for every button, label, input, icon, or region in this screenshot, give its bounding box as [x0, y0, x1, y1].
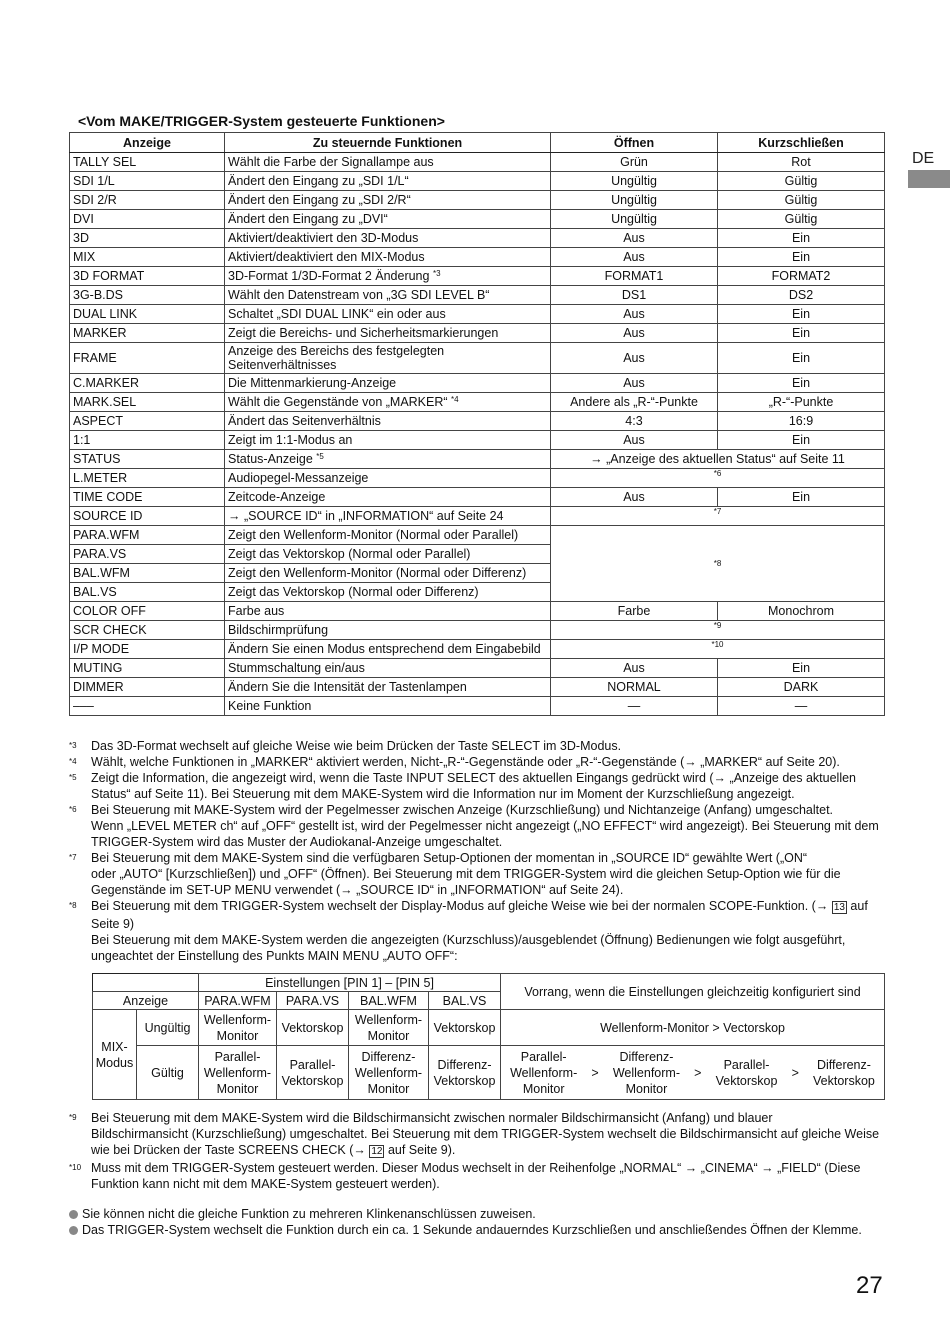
- cell-anzeige: DIMMER: [70, 678, 225, 697]
- col-bal-wfm: BAL.WFM: [349, 992, 429, 1010]
- cell-anzeige: SCR CHECK: [70, 621, 225, 640]
- language-label: DE: [912, 150, 935, 167]
- footnote-mark: *6: [69, 805, 77, 814]
- footnote-mark: *5: [69, 773, 77, 782]
- footnote-line: ungeachtet der Einstellung des Punkts MAIN MENU „AUTO OFF“:: [91, 949, 458, 963]
- priority-arrow: [694, 1065, 701, 1081]
- cell-anzeige: C.MARKER: [70, 374, 225, 393]
- funktion-text: Aktiviert/deaktiviert den MIX-Modus: [228, 250, 425, 264]
- table-row: [70, 324, 885, 343]
- cell-kurzschliessen: Ein: [718, 229, 885, 248]
- cell-merged: *9: [551, 621, 885, 640]
- funktion-text: 3D-Format 1/3D-Format 2 Änderung: [228, 269, 430, 283]
- cell-oeffnen: —: [551, 697, 718, 716]
- table-row: [70, 469, 885, 488]
- funktion-text: Wählt den Datenstream von „3G SDI LEVEL B“: [228, 288, 490, 302]
- cell-oeffnen: NORMAL: [551, 678, 718, 697]
- cell-funktion: [225, 343, 551, 374]
- cell-anzeige: TIME CODE: [70, 488, 225, 507]
- cell-line: Monitor: [216, 1028, 259, 1043]
- table-row: [70, 374, 885, 393]
- footnote-5: [69, 770, 889, 802]
- ungueltig-label: Ungültig: [137, 1010, 199, 1046]
- footnote-mark: *4: [69, 757, 77, 766]
- bullet-item: [69, 1222, 899, 1238]
- cell-funktion: [225, 450, 551, 469]
- cell-anzeige: 1:1: [70, 431, 225, 450]
- cell-line: >: [791, 1065, 799, 1080]
- footnote-ref: *3: [432, 269, 441, 278]
- cell-line: Differenz-: [361, 1049, 416, 1064]
- table-row: [70, 488, 885, 507]
- cell-funktion: [225, 621, 551, 640]
- col-bal-vs: BAL.VS: [429, 992, 501, 1010]
- funktion-text: Zeigt im 1:1-Modus an: [228, 433, 353, 447]
- cell-anzeige: DUAL LINK: [70, 305, 225, 324]
- funktion-text: Ändert den Eingang zu „DVI“: [228, 212, 388, 226]
- table-row: [70, 248, 885, 267]
- footnote-text: [91, 802, 889, 850]
- header-anzeige: Anzeige: [70, 133, 225, 153]
- cell-line: Wellenform-: [612, 1065, 680, 1080]
- cell-anzeige: DVI: [70, 210, 225, 229]
- cell-kurzschliessen: DARK: [718, 678, 885, 697]
- funktion-text: Audiopegel-Messanzeige: [228, 471, 369, 485]
- cell-oeffnen: Aus: [551, 488, 718, 507]
- bullet-list: [69, 1206, 899, 1238]
- cell-oeffnen: Ungültig: [551, 210, 718, 229]
- col-para-wfm: PARA.WFM: [199, 992, 277, 1010]
- table-row: [70, 191, 885, 210]
- cell-funktion: [225, 545, 551, 564]
- cell-anzeige: SOURCE ID: [70, 507, 225, 526]
- page-number: 27: [856, 1272, 883, 1299]
- function-table: [69, 132, 885, 716]
- footnote-text: Das 3D-Format wechselt auf gleiche Weise wie beim Drücken der Taste SELECT im 3D-Modus.: [91, 739, 622, 753]
- footnote-line: Status“ auf Seite 11). Bei Steuerung mit dem MAKE-System wird die Information nur im Moment der Kurzschließung angezeigt.: [91, 787, 795, 801]
- cell-line: Vektorskop: [433, 1073, 496, 1088]
- table-row: [70, 393, 885, 412]
- funktion-text: Ändern Sie einen Modus entsprechend dem Eingabebild: [228, 642, 541, 656]
- footnote-line: Muss mit dem TRIGGER-System gesteuert werden. Dieser Modus wechselt in der Reihenfolge „NORMAL“ → „CINEMA“ → „FIELD“ (Diese: [91, 1161, 861, 1175]
- cell-kurzschliessen: Gültig: [718, 191, 885, 210]
- footnote-line: Seite 9): [91, 917, 135, 931]
- cell-line: Wellenform-: [354, 1065, 423, 1080]
- cell-kurzschliessen: Ein: [718, 343, 885, 374]
- anzeige-header: Anzeige: [93, 992, 199, 1010]
- priority-item: [813, 1057, 875, 1089]
- footnote-line: TRIGGER-System wird das Muster der Audiokanal-Anzeige umgeschaltet.: [91, 835, 503, 849]
- cell-funktion: [225, 678, 551, 697]
- priority-header: Vorrang, wenn die Einstellungen gleichzeitig konfiguriert sind: [501, 974, 885, 1010]
- bullet-text: Das TRIGGER-System wechselt die Funktion durch ein ca. 1 Sekunde andauerndes Kurzschließen und anschließendes Öffnen der Klemme.: [82, 1223, 862, 1237]
- cell-r1-c3: [349, 1010, 429, 1046]
- footnote-line: Gegenstände im SET-UP MENU verwendet (→ „SOURCE ID“ in „INFORMATION“ auf Seite 24).: [91, 883, 624, 897]
- cell-oeffnen: Aus: [551, 324, 718, 343]
- bullet-item: [69, 1206, 899, 1222]
- gueltig-label: Gültig: [137, 1046, 199, 1100]
- cell-funktion: [225, 191, 551, 210]
- funktion-text: Ändert den Eingang zu „SDI 2/R“: [228, 193, 411, 207]
- cell-anzeige: 3G-B.DS: [70, 286, 225, 305]
- cell-line: Vektorskop: [813, 1073, 875, 1088]
- funktion-text: Ändern Sie die Intensität der Tastenlampen: [228, 680, 467, 694]
- footnote-ref: *5: [316, 452, 324, 461]
- cell-anzeige: COLOR OFF: [70, 602, 225, 621]
- cell-funktion: [225, 248, 551, 267]
- priority-item: [613, 1049, 680, 1097]
- mix-mode-label: [93, 1010, 137, 1100]
- footnote-mark: *8: [69, 901, 77, 910]
- table-row: [70, 343, 885, 374]
- footnote-8: [69, 898, 889, 964]
- cell-line: Vektorskop: [433, 1020, 496, 1035]
- cell-line: Monitor: [625, 1081, 668, 1096]
- footnote-mark: *7: [69, 853, 77, 862]
- funktion-text: Schaltet „SDI DUAL LINK“ ein oder aus: [228, 307, 446, 321]
- funktion-text: Stummschaltung ein/aus: [228, 661, 365, 675]
- cell-oeffnen: Andere als „R-“-Punkte: [551, 393, 718, 412]
- cell-funktion: [225, 305, 551, 324]
- cell-funktion: [225, 469, 551, 488]
- footnote-line: wie bei Drücken der Taste SCREENS CHECK (→: [91, 1143, 370, 1157]
- footnote-7: [69, 850, 889, 898]
- cell-merged: *6: [551, 469, 885, 488]
- bullet-text: Sie können nicht die gleiche Funktion zu mehreren Klinkenanschlüssen zuweisen.: [82, 1207, 536, 1221]
- cell-anzeige: TALLY SEL: [70, 153, 225, 172]
- footnote-text: [91, 850, 889, 898]
- funktion-text: Ändert das Seitenverhältnis: [228, 414, 381, 428]
- table-row: [70, 659, 885, 678]
- cell-line: Parallel-: [214, 1049, 261, 1064]
- cell-funktion: [225, 374, 551, 393]
- cell-oeffnen: Grün: [551, 153, 718, 172]
- funktion-line: Anzeige des Bereichs des festgelegten: [228, 344, 445, 358]
- cell-line: Vektorskop: [281, 1073, 344, 1088]
- table-row: [70, 286, 885, 305]
- cell-line: Wellenform-: [510, 1065, 578, 1080]
- cell-line: Monitor: [522, 1081, 565, 1096]
- table-row: [70, 678, 885, 697]
- cell-line: Vektorskop: [281, 1020, 344, 1035]
- cell-anzeige: L.METER: [70, 469, 225, 488]
- cell-line: Parallel-: [289, 1057, 336, 1072]
- cell-funktion: [225, 412, 551, 431]
- col-para-vs: PARA.VS: [277, 992, 349, 1010]
- header-funktion: Zu steuernde Funktionen: [225, 133, 551, 153]
- footnote-text: [91, 1160, 889, 1192]
- cell-kurzschliessen: 16:9: [718, 412, 885, 431]
- table-row: [70, 450, 885, 469]
- table-row: [70, 621, 885, 640]
- cell-funktion: [225, 507, 551, 526]
- cell-kurzschliessen: Gültig: [718, 172, 885, 191]
- bullet-dot-icon: [69, 1226, 78, 1235]
- cell-funktion: [225, 229, 551, 248]
- cell-anzeige: MUTING: [70, 659, 225, 678]
- header-kurzschliessen: Kurzschließen: [718, 133, 885, 153]
- cell-kurzschliessen: Ein: [718, 488, 885, 507]
- cell-oeffnen: Aus: [551, 659, 718, 678]
- cell-oeffnen: Aus: [551, 305, 718, 324]
- footnote-text: [91, 898, 889, 964]
- cell-kurzschliessen: Gültig: [718, 210, 885, 229]
- header-oeffnen: Öffnen: [551, 133, 718, 153]
- cell-line: Monitor: [216, 1081, 259, 1096]
- priority-table: [92, 973, 885, 1100]
- priority-arrow: [591, 1065, 598, 1081]
- cell-line: Vektorskop: [715, 1073, 778, 1088]
- cell-anzeige: SDI 2/R: [70, 191, 225, 210]
- cell-kurzschliessen: „R-“-Punkte: [718, 393, 885, 412]
- cell-line: Parallel-: [723, 1057, 770, 1072]
- table-row: [70, 172, 885, 191]
- cell-oeffnen: 4:3: [551, 412, 718, 431]
- cell-line: Monitor: [367, 1028, 410, 1043]
- cell-anzeige: STATUS: [70, 450, 225, 469]
- cell-funktion: [225, 564, 551, 583]
- cell-line: >: [694, 1065, 702, 1080]
- cell-kurzschliessen: FORMAT2: [718, 267, 885, 286]
- footnotes-bottom: [69, 1110, 889, 1192]
- language-bar: [908, 170, 950, 188]
- footnote-line: Funktion kann nicht mit dem MAKE-System gesteuert werden).: [91, 1177, 440, 1191]
- cell-anzeige: PARA.WFM: [70, 526, 225, 545]
- cell-funktion: [225, 210, 551, 229]
- cell-line: Differenz-: [619, 1049, 674, 1064]
- cell-anzeige: FRAME: [70, 343, 225, 374]
- priority-item: [510, 1049, 577, 1097]
- footnote-line: auf Seite 9).: [384, 1143, 456, 1157]
- cell-funktion: [225, 602, 551, 621]
- row1-priority: Wellenform-Monitor > Vectorskop: [501, 1010, 885, 1046]
- table-row: [70, 210, 885, 229]
- settings-header: Einstellungen [PIN 1] – [PIN 5]: [199, 974, 501, 992]
- funktion-text: Die Mittenmarkierung-Anzeige: [228, 376, 397, 390]
- cell-anzeige: 3D FORMAT: [70, 267, 225, 286]
- funktion-text: Wählt die Farbe der Signallampe aus: [228, 155, 434, 169]
- cell-kurzschliessen: Monochrom: [718, 602, 885, 621]
- function-table-header: [70, 133, 885, 153]
- footnote-line: Bei Steuerung mit dem MAKE-System werden die angezeigten (Kurzschluss)/ausgeblendet (Öffnung) Bedienungen wie folgt ausgeführt,: [91, 933, 846, 947]
- cell-oeffnen: Ungültig: [551, 191, 718, 210]
- funktion-text: Farbe aus: [228, 604, 285, 618]
- cell-merged: → „Anzeige des aktuellen Status“ auf Seite 11: [551, 450, 885, 469]
- footnote-4: [69, 754, 889, 770]
- cell-funktion: [225, 286, 551, 305]
- mix-label-line: Modus: [95, 1055, 134, 1070]
- cell-oeffnen: Ungültig: [551, 172, 718, 191]
- empty-corner: [93, 974, 199, 992]
- cell-r2-c3: [349, 1046, 429, 1100]
- funktion-text: Zeigt das Vektorskop (Normal oder Differenz): [228, 585, 479, 599]
- cell-anzeige: SDI 1/L: [70, 172, 225, 191]
- funktion-text: Bildschirmprüfung: [228, 623, 329, 637]
- priority-chain: [503, 1049, 882, 1097]
- funktion-text: Zeigt den Wellenform-Monitor (Normal oder Differenz): [228, 566, 527, 580]
- cell-funktion: [225, 153, 551, 172]
- footnote-mark: *9: [69, 1113, 77, 1122]
- cell-anzeige: BAL.WFM: [70, 564, 225, 583]
- footnote-text: [91, 1110, 889, 1160]
- cell-funktion: [225, 431, 551, 450]
- cell-funktion: [225, 267, 551, 286]
- cell-anzeige: 3D: [70, 229, 225, 248]
- cell-funktion: [225, 640, 551, 659]
- cell-kurzschliessen: Ein: [718, 324, 885, 343]
- cell-anzeige: ASPECT: [70, 412, 225, 431]
- cell-anzeige: BAL.VS: [70, 583, 225, 602]
- cell-kurzschliessen: Ein: [718, 248, 885, 267]
- cell-oeffnen: Aus: [551, 343, 718, 374]
- cell-kurzschliessen: Rot: [718, 153, 885, 172]
- footnote-mark: *3: [69, 741, 77, 750]
- cell-funktion: [225, 526, 551, 545]
- cell-r2-c2: [277, 1046, 349, 1100]
- funktion-text: Status-Anzeige: [228, 452, 313, 466]
- footnote-line: Bei Steuerung mit dem TRIGGER-System wechselt der Display-Modus auf gleiche Weise wie bei der normalen SCOPE-Funktion. (→: [91, 899, 832, 913]
- cell-line: Wellenform-: [203, 1012, 272, 1027]
- cell-kurzschliessen: —: [718, 697, 885, 716]
- funktion-text: Zeigt das Vektorskop (Normal oder Parallel): [228, 547, 471, 561]
- footnote-line: Zeigt die Information, die angezeigt wird, wenn die Taste INPUT SELECT des aktuellen Eingangs gedrückt wird (→ „Anzeige des aktuellen: [91, 771, 856, 785]
- cell-kurzschliessen: Ein: [718, 659, 885, 678]
- funktion-text: → „SOURCE ID“ in „INFORMATION“ auf Seite 24: [228, 509, 504, 523]
- cell-line: Wellenform-: [203, 1065, 272, 1080]
- cell-r1-c2: [277, 1010, 349, 1046]
- cell-funktion: [225, 393, 551, 412]
- table-row: [70, 602, 885, 621]
- cell-funktion: [225, 583, 551, 602]
- funktion-line: Seitenverhältnisses: [228, 358, 337, 372]
- language-tab: [908, 150, 950, 188]
- funktion-text: Zeitcode-Anzeige: [228, 490, 326, 504]
- cell-anzeige: MARK.SEL: [70, 393, 225, 412]
- funktion-text: Aktiviert/deaktiviert den 3D-Modus: [228, 231, 419, 245]
- footnote-line: Bei Steuerung mit dem MAKE-System wird die Bildschirmansicht zwischen normaler Bildschirmansicht (Anfang) und blauer: [91, 1111, 773, 1125]
- cell-oeffnen: Aus: [551, 431, 718, 450]
- table-row: [70, 526, 885, 545]
- funktion-text: Zeigt den Wellenform-Monitor (Normal oder Parallel): [228, 528, 519, 542]
- footnote-line: Bei Steuerung mit dem MAKE-System sind die verfügbaren Setup-Optionen der momentan in „SOURCE ID“ gewählte Wert („ON“: [91, 851, 808, 865]
- cell-funktion: [225, 659, 551, 678]
- bullet-dot-icon: [69, 1210, 78, 1219]
- footnote-line: auf: [846, 899, 868, 913]
- cell-line: Differenz-: [437, 1057, 492, 1072]
- row2-priority: [501, 1046, 885, 1100]
- cell-anzeige: –––: [70, 697, 225, 716]
- footnote-line: oder „AUTO“ [Kurzschließen]) und „OFF“ (Öffnen). Bei Steuerung mit dem TRIGGER-System wird die gleichen Setup-Option wie für die: [91, 867, 841, 881]
- cell-oeffnen: DS1: [551, 286, 718, 305]
- table-row: [70, 412, 885, 431]
- table-row: [70, 153, 885, 172]
- cell-merged-scope: *8: [551, 526, 885, 602]
- footnote-mark: *10: [69, 1163, 82, 1172]
- cell-anzeige: MIX: [70, 248, 225, 267]
- cell-oeffnen: Farbe: [551, 602, 718, 621]
- cell-funktion: [225, 488, 551, 507]
- cell-line: >: [591, 1065, 599, 1080]
- footnote-10: [69, 1160, 889, 1192]
- cell-oeffnen: Aus: [551, 374, 718, 393]
- page-ref-box: 13: [833, 902, 845, 913]
- funktion-text: Keine Funktion: [228, 699, 312, 713]
- cell-oeffnen: Aus: [551, 229, 718, 248]
- table-row: [70, 431, 885, 450]
- cell-funktion: [225, 172, 551, 191]
- cell-anzeige: MARKER: [70, 324, 225, 343]
- footnote-6: [69, 802, 889, 850]
- cell-merged: *7: [551, 507, 885, 526]
- cell-funktion: [225, 324, 551, 343]
- footnote-line: Wenn „LEVEL METER ch“ auf „OFF“ gestellt ist, wird der Pegelmesser nicht angezeigt („NO EFFECT“ wird angezeigt). Bei Steuerung mit dem: [91, 819, 879, 833]
- cell-line: Wellenform-: [354, 1012, 423, 1027]
- cell-oeffnen: Aus: [551, 248, 718, 267]
- section-title: <Vom MAKE/TRIGGER-System gesteuerte Funktionen>: [78, 113, 445, 129]
- footnote-text: Wählt, welche Funktionen in „MARKER“ aktiviert werden, Nicht-„R-“-Gegenstände oder „R-“-Gegenstände (→ „MARKER“ auf Seite 20).: [91, 755, 840, 769]
- cell-line: Parallel-: [520, 1049, 567, 1064]
- page-ref-box: 12: [371, 1146, 383, 1157]
- priority-item: [716, 1057, 778, 1089]
- funktion-text: Wählt die Gegenstände von „MARKER“: [228, 395, 448, 409]
- mix-label-line: MIX-: [101, 1039, 128, 1054]
- priority-arrow: [792, 1065, 799, 1081]
- cell-oeffnen: FORMAT1: [551, 267, 718, 286]
- table-row: [70, 305, 885, 324]
- footnotes-top: [69, 738, 889, 964]
- cell-line: Monitor: [367, 1081, 410, 1096]
- cell-anzeige: PARA.VS: [70, 545, 225, 564]
- cell-merged: *10: [551, 640, 885, 659]
- cell-funktion: [225, 697, 551, 716]
- footnote-3: [69, 738, 889, 754]
- table-row: [70, 229, 885, 248]
- footnote-ref: *4: [451, 395, 459, 404]
- footnote-text: [91, 770, 889, 802]
- cell-r1-c4: [429, 1010, 501, 1046]
- cell-kurzschliessen: Ein: [718, 374, 885, 393]
- cell-line: Differenz-: [816, 1057, 871, 1072]
- table-row: [70, 507, 885, 526]
- footnote-9: [69, 1110, 889, 1160]
- cell-kurzschliessen: Ein: [718, 431, 885, 450]
- table-row: [70, 267, 885, 286]
- cell-kurzschliessen: Ein: [718, 305, 885, 324]
- cell-kurzschliessen: DS2: [718, 286, 885, 305]
- cell-anzeige: I/P MODE: [70, 640, 225, 659]
- funktion-text: Zeigt die Bereichs- und Sicherheitsmarkierungen: [228, 326, 499, 340]
- table-row: [70, 697, 885, 716]
- cell-r2-c1: [199, 1046, 277, 1100]
- cell-r2-c4: [429, 1046, 501, 1100]
- footnote-line: Bildschirmansicht (Kurzschließung) umgeschaltet. Bei Steuerung mit dem TRIGGER-System wechselt die Bildschirmansicht auf gleiche Weise: [91, 1127, 880, 1141]
- footnote-line: Bei Steuerung mit MAKE-System wird der Pegelmesser zwischen Anzeige (Kurzschließung) und Nichtanzeige (Anfang) umgeschaltet.: [91, 803, 834, 817]
- funktion-text: Ändert den Eingang zu „SDI 1/L“: [228, 174, 409, 188]
- cell-r1-c1: [199, 1010, 277, 1046]
- function-table-body: [70, 153, 885, 716]
- table-row: [70, 640, 885, 659]
